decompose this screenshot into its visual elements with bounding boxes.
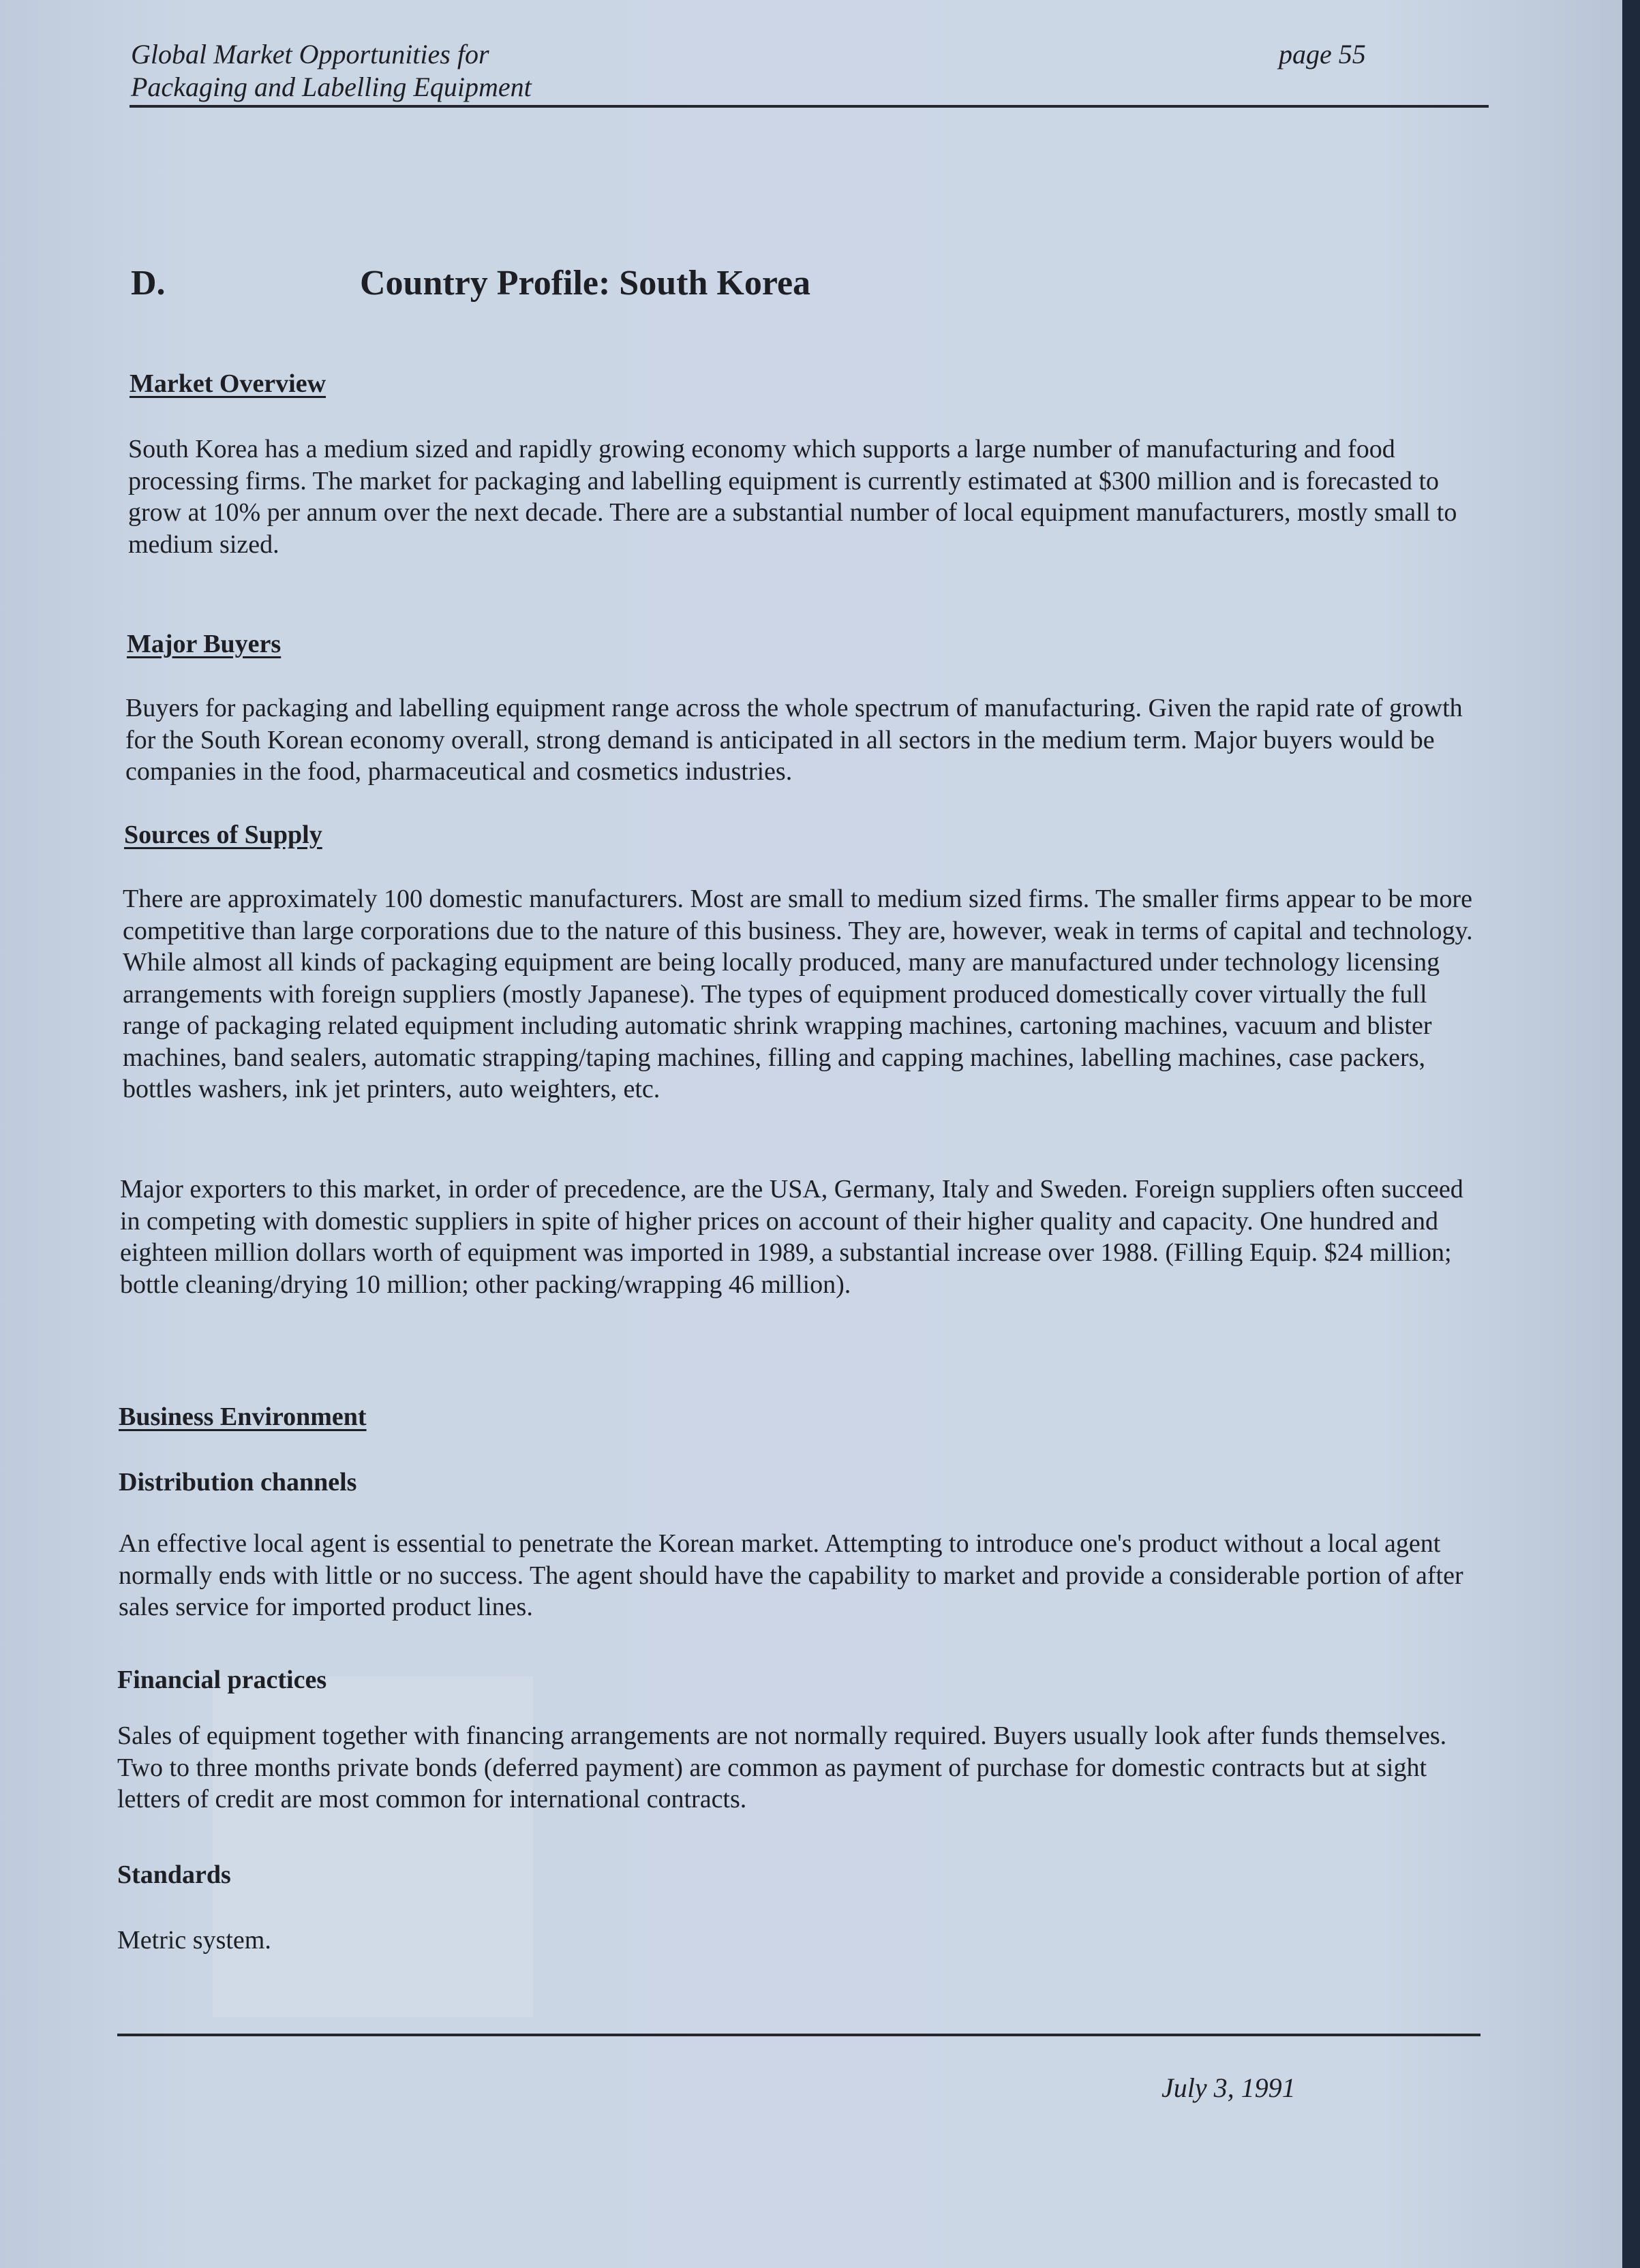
heading-distribution-channels: Distribution channels	[119, 1468, 357, 1497]
paragraph-distribution-channels: An effective local agent is essential to penetrate the Korean market. Attempting to introduce one's product without a local agent normally ends with little or no success. The agent should have the capability to market and provide a considerable portion of after sales service for imported product lines.	[119, 1529, 1463, 1621]
paragraph-sources-of-supply-1: There are approximately 100 domestic manufacturers. Most are small to medium sized firms. The smaller firms appear to be more competitive than large corporations due to the nature of this business. They are, however, weak in terms of capital and technology. While almost all kinds of packaging equipment are being locally produced, many are manufactured under technology licensing arrangements with foreign suppliers (mostly Japanese). The types of equipment produced domestically cover virtually the full range of packaging related equipment including automatic shrink wrapping machines, cartoning machines, vacuum and blister machines, band sealers, automatic strapping/taping machines, filling and capping machines, labelling machines, case packers, bottles washers, ink jet printers, auto weighters, etc.	[123, 885, 1473, 1103]
heading-sources-of-supply: Sources of Supply	[124, 821, 322, 849]
paragraph-sources-of-supply-2: Major exporters to this market, in order of precedence, are the USA, Germany, Italy and Sweden. Foreign suppliers often succeed in competing with domestic suppliers in spite of higher prices on account of their higher quality and capacity. One hundred and eighteen million dollars worth of equipment was imported in 1989, a substantial increase over 1988. (Filling Equip. $24 million; bottle cleaning/drying 10 million; other packing/wrapping 46 million).	[120, 1175, 1463, 1299]
header-rule	[130, 105, 1489, 108]
paragraph-standards: Metric system.	[117, 1926, 271, 1955]
footer-rule	[117, 2034, 1480, 2036]
section-title: Country Profile: South Korea	[360, 264, 811, 303]
heading-market-overview: Market Overview	[130, 369, 327, 398]
header-title-line1: Global Market Opportunities for	[131, 39, 489, 70]
running-header-title	[131, 38, 532, 104]
heading-standards: Standards	[117, 1860, 231, 1889]
page-number: page 55	[1279, 39, 1366, 70]
header-title-line2: Packaging and Labelling Equipment	[131, 72, 532, 102]
paragraph-financial-practices: Sales of equipment together with financing arrangements are not normally required. Buyers usually look after funds themselves. Two to three months private bonds (deferred payment) are common as payment of purchase for domestic contracts but at sight letters of credit are most common for international contracts.	[117, 1721, 1447, 1813]
heading-major-buyers: Major Buyers	[127, 630, 282, 658]
heading-financial-practices: Financial practices	[117, 1666, 327, 1694]
heading-business-environment: Business Environment	[119, 1403, 367, 1431]
section-letter: D.	[131, 264, 166, 303]
footer-date: July 3, 1991	[1161, 2072, 1296, 2103]
paragraph-market-overview: South Korea has a medium sized and rapidly growing economy which supports a large number of manufacturing and food processing firms. The market for packaging and labelling equipment is currently estimated at $300 million and is forecasted to grow at 10% per annum over the next decade. There are a substantial number of local equipment manufacturers, mostly small to medium sized.	[128, 435, 1457, 559]
paragraph-major-buyers: Buyers for packaging and labelling equipment range across the whole spectrum of manufacturing. Given the rapid rate of growth for the South Korean economy overall, strong demand is anticipated in all sectors in the medium term. Major buyers would be companies in the food, pharmaceutical and cosmetics industries.	[125, 694, 1463, 786]
